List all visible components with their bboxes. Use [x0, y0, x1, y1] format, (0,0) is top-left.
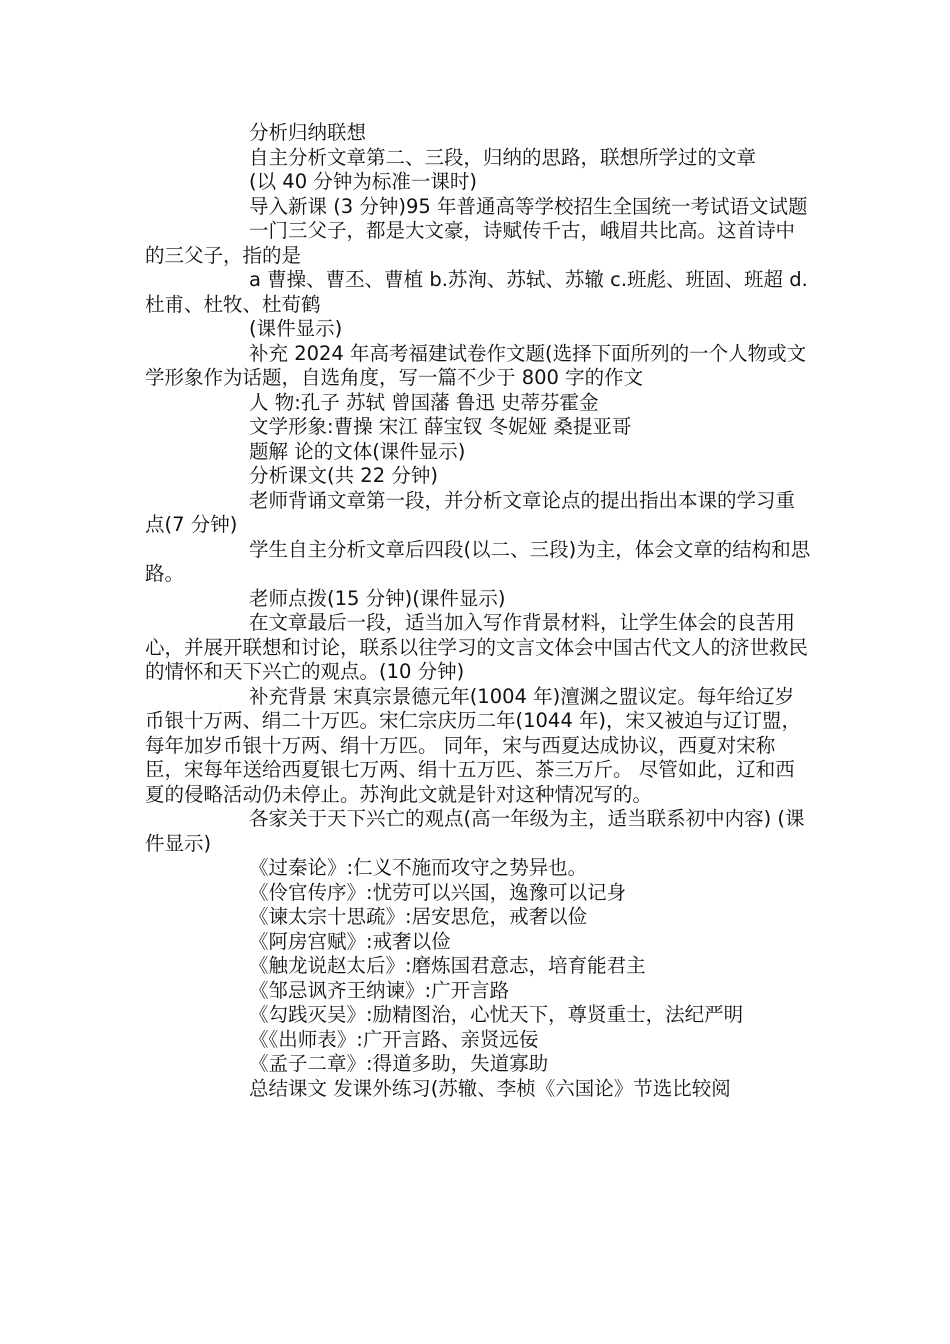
paragraph: 自主分析文章第二、三段，归纳的思路，联想所学过的文章	[249, 145, 757, 169]
paragraph: 《触龙说赵太后》:磨炼国君意志，培育能君主	[249, 954, 646, 977]
paragraph: 老师背诵文章第一段，并分析文章论点的提出指出本课的学习重点(7 分钟)	[145, 488, 796, 536]
paragraph: (以 40 分钟为标准一课时)	[249, 170, 477, 193]
paragraph: 分析归纳联想	[249, 121, 367, 144]
document-body	[145, 121, 813, 1101]
paragraph: 《《出师表》:广开言路、亲贤远佞	[249, 1027, 539, 1051]
paragraph: a 曹操、曹丕、曹植 b.苏洵、苏轼、苏辙 c.班彪、班固、班超 d.杜甫、杜牧、杜荀鹤	[145, 268, 808, 316]
paragraph: 导入新课 (3 分钟)95 年普通高等学校招生全国统一考试语文试题	[249, 194, 808, 218]
paragraph: 一门三父子，都是大文豪，诗赋传千古，峨眉共比高。这首诗中的三父子，指的是	[145, 219, 796, 267]
paragraph: 在文章最后一段，适当加入写作背景材料，让学生体会的良苦用心，并展开联想和讨论，联系以往学习的文言文体会中国古代文人的济世救民的情怀和天下兴亡的观点。(10 分钟)	[145, 611, 809, 683]
paragraph: 《勾践灭吴》:励精图治，心忧天下，尊贤重士，法纪严明	[249, 1003, 744, 1026]
paragraph: 补充 2024 年高考福建试卷作文题(选择下面所列的一个人物或文学形象作为话题，自选角度，写一篇不少于 800 字的作文	[145, 341, 807, 389]
paragraph: (课件显示)	[249, 317, 343, 340]
paragraph: 题解 论的文体(课件显示)	[249, 439, 466, 463]
paragraph: 各家关于天下兴亡的观点(高一年级为主，适当联系初中内容) (课件显示)	[145, 807, 805, 855]
paragraph: 补充背景 宋真宗景德元年(1004 年)澶渊之盟议定。每年给辽岁币银十万两、绢二十万匹。宋仁宗庆历二年(1044 年)，宋又被迫与辽订盟，每年加岁币银十万两、绢十万匹。 同年，宋与西夏达成协议，西夏对宋称臣，宋每年送给西夏银七万两、绢十五万匹、茶三万斤。 尽管如此，辽和西夏的侵略活动仍未停止。苏洵此文就是针对这种情况写的。	[145, 684, 802, 806]
paragraph: 《过秦论》:仁义不施而攻守之势异也。	[249, 856, 588, 879]
paragraph: 《伶官传序》:忧劳可以兴国，逸豫可以记身	[249, 880, 627, 904]
paragraph: 人 物:孔子 苏轼 曾国藩 鲁迅 史蒂芬霍金	[249, 390, 599, 414]
paragraph: 《谏太宗十思疏》:居安思危，戒奢以俭	[249, 905, 588, 928]
paragraph: 《阿房宫赋》:戒奢以俭	[249, 929, 451, 953]
paragraph: 分析课文(共 22 分钟)	[249, 464, 438, 487]
paragraph: 《邹忌讽齐王纳谏》:广开言路	[249, 978, 510, 1002]
paragraph: 总结课文 发课外练习(苏辙、李桢《六国论》节选比较阅	[249, 1076, 731, 1100]
paragraph: 《孟子二章》:得道多助，失道寡助	[249, 1052, 549, 1075]
paragraph: 文学形象:曹操 宋江 薛宝钗 冬妮娅 桑提亚哥	[249, 415, 632, 438]
paragraph: 学生自主分析文章后四段(以二、三段)为主，体会文章的结构和思路。	[145, 537, 811, 585]
paragraph: 老师点拨(15 分钟)(课件显示)	[249, 586, 506, 610]
